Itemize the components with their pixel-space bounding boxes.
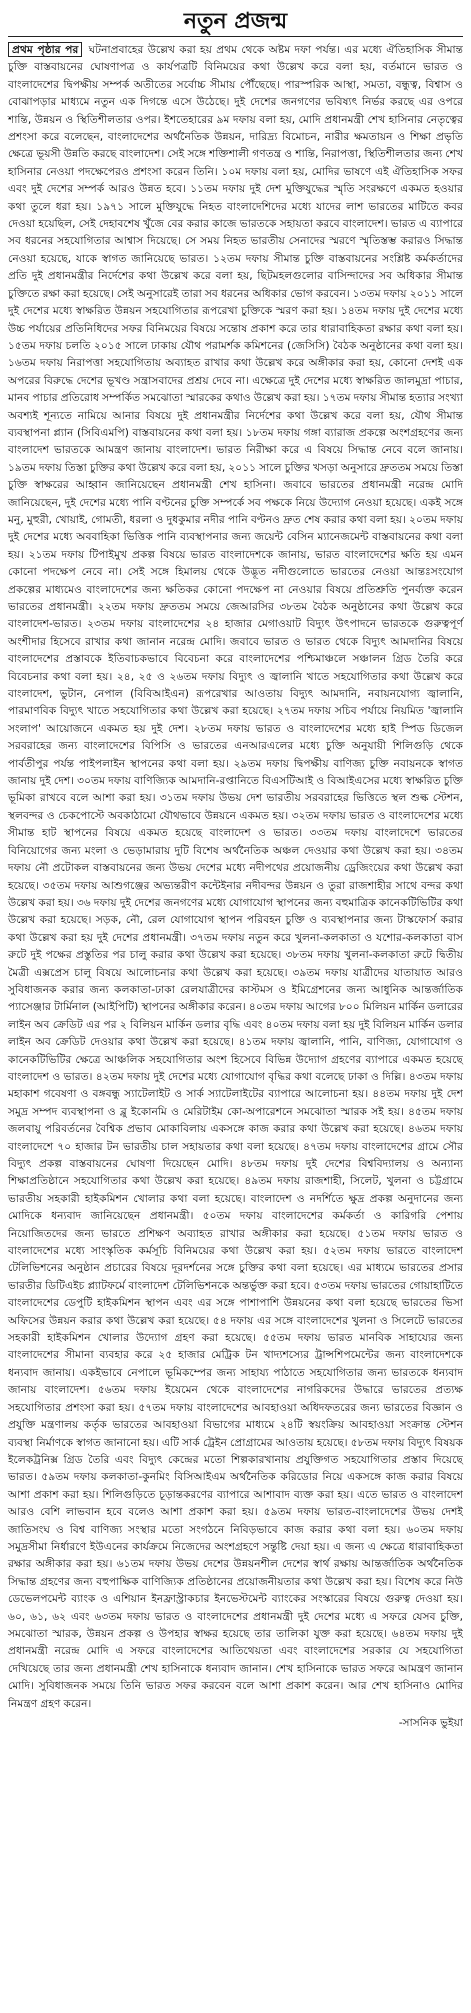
author-signature: -সাসনিক ভুইয়া [398, 1716, 463, 1729]
page-headline: নতুন প্রজন্ম [183, 8, 288, 34]
article-text: ঘটনাপ্রবাহের উল্লেখ করা হয় প্রথম থেকে অষ্টম দফা পর্যন্ত। এর মধ্যে ঐতিহাসিক সীমান্ত চুক্তি বাস্তবায়নের ঘোষণাপত্র ও কার্যপত্রটি বিনিময়ের কথা উল্লেখ করে বলা হয়, বর্তমানে ভারত ও বাংলাদেশের দ্বিপক্ষীয় সম্পর্ক অতীতের সর্বোচ্চ সীমায় পৌঁছেছে। পারস্পরিক আস্থা, সমতা, বন্ধুত্ব, বিশ্বাস ও বোঝাপড়ার মাধ্যমে নতুন এক দিগন্তে এসে উঠেছে। দুই দেশের জনগণের ভবিষ্যৎ নির্ভর করছে এর ওপরে শান্তি, উন্নয়ন ও স্থিতিশীলতার ওপর। ইশতেহারের ৯ম দফায় বলা হয়, মোদি প্রধানমন্ত্রী শেখ হাসিনার নেতৃত্বের প্রশংসা করে বলেছেন, বাংলাদেশের অর্থনৈতিক উন্নয়ন, দারিদ্র্য বিমোচন, নারীর ক্ষমতায়ন ও শিক্ষা প্রভৃতি ক্ষেত্রে ভূয়সী উন্নতি করছে বাংলাদেশ। সেই সঙ্গে শক্তিশালী গণতন্ত্র ও শান্তি, নিরাপত্তা, স্থিতিশীলতার জন্য শেখ হাসিনার নেওয়া পদক্ষেপেরও প্রশংসা করেন তিনি। ১০ম দফায় বলা হয়, মোদির ভাষণে এই ঐতিহাসিক সফর এবং দুই দেশের সম্পর্ক আরও উন্নত হবে। ১১তম দফায় দুই দেশ মুক্তিযুদ্ধের স্মৃতি সংরক্ষণে একমত হওয়ার কথা তুলে ধরা হয়। ১৯৭১ সালে মুক্তিযুদ্ধে নিহত বাংলাদেশিদের মধ্যে যাদের লাশ ভারতের মাটিতে কবর দেওয়া হয়েছিল, সেই দেহাবশেষ খুঁজে বের করার কাজে ভারতকে সহায়তা করবে বাংলাদেশ। ভারত এ ব্যাপারে সব ধরনের সহযোগিতার আশ্বাস দিয়েছে। সে সময় নিহত ভারতীয় সেনাদের স্মরণে স্মৃতিস্তম্ভ করারও সিদ্ধান্ত নেওয়া হয়েছে, যাকে স্বাগত জানিয়েছে ভারত। ১২তম দফায় সীমান্ত চুক্তি বাস্তবায়নের সংশ্লিষ্ট কর্মকর্তাদের প্রতি দুই প্রধানমন্ত্রীর নির্দেশের কথা উল্লেখ করে বলা হয়, ছিটমহলগুলোর বাসিন্দাদের সব অধিকার সীমান্ত চুক্তিতে রক্ষা করা হয়েছে। সেই অনুসারেই তারা সব ধরনের অধিকার ভোগ করবেন। ১৩তম দফায় ২০১১ সালে দুই দেশের মধ্যে স্বাক্ষরিত উন্নয়ন সহযোগিতার রূপরেখা চুক্তিকে স্মরণ করা হয়। ১৪তম দফায় দুই দেশের মধ্যে উচ্চ পর্যায়ের প্রতিনিধিদের সফর বিনিময়ের বিষয়ে সন্তোষ প্রকাশ করে তার ধারাবাহিকতা রক্ষার কথা বলা হয়। ১৫তম দফায় চলতি ২০১৫ সালে ঢাকায় যৌথ পরামর্শক কমিশনের (জেসিসি) বৈঠক অনুষ্ঠানের কথা বলা হয়। ১৬তম দফায় নিরাপত্তা সহযোগিতায় অব্যাহত রাখার কথা উল্লেখ করে অঙ্গীকার করা হয়, কোনো দেশই এক অপরের বিরুদ্ধে দেশের ভূখণ্ড সন্ত্রাসবাদের প্রশ্রয় দেবে না। এক্ষেত্রে দুই দেশের মধ্যে স্বাক্ষরিত জালমুদ্রা পাচার, মানব পাচার প্রতিরোধ সম্পর্কিত সমঝোতা স্মারকের কথাও উল্লেখ করা হয়। ১৭তম দফায় সীমান্ত হত্যার সংখ্যা অবশ্যই শূন্যতে নামিয়ে আনার বিষয়ে দুই প্রধানমন্ত্রীর নির্দেশের কথা উল্লেখ করে বলা হয়, যৌথ সীমান্ত ব্যবস্থাপনা প্ল্যান (সিবিএমপি) বাস্তবায়নের কথা বলা হয়। ১৮তম দফায় গঙ্গা ব্যারাজ প্রকল্পে অংশগ্রহণের জন্য বাংলাদেশ ভারতকে আমন্ত্রণ জানায় বাংলাদেশ। ভারত নিরীক্ষা করে এ বিষয়ে সিদ্ধান্ত নেবে বলে জানায়। ১৯তম দফায় তিস্তা চুক্তির কথা উল্লেখ করে বলা হয়, ২০১১ সালে চুক্তির খসড়া অনুসারে দ্রুততম সময়ে তিস্তা চুক্তি স্বাক্ষরের আহ্বান জানিয়েছেন প্রধানমন্ত্রী শেখ হাসিনা। জবাবে ভারতের প্রধানমন্ত্রী নরেন্দ্র মোদি জানিয়েছেন, দুই দেশের মধ্যে পানি বণ্টনের চুক্তি সম্পর্কে সব পক্ষকে নিয়ে উদ্যোগ নেওয়া হয়েছে। একই সঙ্গে মনু, মুহুরী, খোয়াই, গোমতী, ধরলা ও দুধকুমার নদীর পানি বণ্টনও দ্রুত শেষ করার কথা বলা হয়। ২০তম দফায় দুই দেশের মধ্যে অববাহিকা ভিত্তিক পানি ব্যবস্থাপনার জন্য জয়েন্ট বেসিন ম্যানেজমেন্ট বাস্তবায়নের কথা বলা হয়। ২১তম দফায় টিপাইমুখ প্রকল্প বিষয়ে ভারত বাংলাদেশকে জানায়, ভারত বাংলাদেশের ক্ষতি হয় এমন কোনো পদক্ষেপ নেবে না। সেই সঙ্গে হিমালয় থেকে উদ্ভূত নদীগুলোতে ভারতের নেওয়া আন্তঃসংযোগ প্রকল্পের মাধ্যমেও বাংলাদেশের জন্য ক্ষতিকর কোনো পদক্ষেপ না নেওয়ার বিষয়ে প্রতিশ্রুতি পুনর্ব্যক্ত করেন ভারতের প্রধানমন্ত্রী। ২২তম দফায় দ্রুততম সময়ে জেআরসির ৩৮তম বৈঠক অনুষ্ঠানের কথা উল্লেখ করে বাংলাদেশ-ভারত। ২৩তম দফায় বাংলাদেশের ২৪ হাজার মেগাওয়াট বিদ্যুৎ উৎপাদনে ভারতকে গুরুত্বপূর্ণ অংশীদার হিসেবে রাখার কথা জানান নরেন্দ্র মোদি। জবাবে ভারত ও ভারত থেকে বিদ্যুৎ আমদানির বিষয়ে বাংলাদেশের প্রস্তাবকে ইতিবাচকভাবে বিবেচনা করে বাংলাদেশের পশ্চিমাঞ্চলে সঞ্চালন গ্রিড তৈরি করে বিবেচনার কথা বলা হয়। ২৪, ২৫ ও ২৬তম দফায় বিদ্যুৎ ও জ্বালানি খাতে সহযোগিতার কথা উল্লেখ করে বাংলাদেশ, ভুটান, নেপাল (বিবিআইএন) রূপরেখার আওতায় বিদ্যুৎ আমদানি, নবায়নযোগ্য জ্বালানি, পারমাণবিক বিদ্যুৎ খাতে সহযোগিতার কথা উল্লেখ করা হয়েছে। ২৭তম দফায় সচিব পর্যায়ে নিয়মিত 'জ্বালানি সংলাপ' আয়োজনে একমত হয় দুই দেশ। ২৮তম দফায় ভারত ও বাংলাদেশের মধ্যে হাই স্পিড ডিজেল সরবরাহের জন্য বাংলাদেশের বিপিসি ও ভারতের এনআরএলের মধ্যে চুক্তি অনুযায়ী শিলিগুড়ি থেকে পার্বতীপুর পর্যন্ত পাইপলাইন স্থাপনের কথা বলা হয়। ২৯তম দফায় দ্বিপক্ষীয় বাণিজ্য চুক্তি নবায়নকে স্বাগত জানায় দুই দেশ। ৩০তম দফায় বাণিজ্যিক আমদানি-রপ্তানিতে বিএসটিআই ও বিআইএসের মধ্যে স্বাক্ষরিত চুক্তি ভূমিকা রাখবে বলে আশা করা হয়। ৩১তম দফায় উভয় দেশ ভারতীয় সরবরাহের ভিত্তিতে স্থল শুল্ক স্টেশন, স্থলবন্দর ও চেকপোস্টে অবকাঠামো যৌথভাবে উন্নয়নে একমত হয়। ৩২তম দফায় ভারত ও বাংলাদেশের মধ্যে সীমান্ত হাট স্থাপনের বিষয়ে একমত হয়েছে বাংলাদেশ ও ভারত। ৩৩তম দফায় বাংলাদেশে ভারতের বিনিয়োগের জন্য মংলা ও ভেড়ামারায় দুটি বিশেষ অর্থনৈতিক অঞ্চল দেওয়ার কথা উল্লেখ করা হয়। ৩৪তম দফায় নৌ প্রটোকল বাস্তবায়নের জন্য উভয় দেশের মধ্যে নদীপথের প্রয়োজনীয় ড্রেজিংয়ের কথা উল্লেখ করা হয়েছে। ৩৫তম দফায় আশুগঞ্জের অভ্যন্তরীণ কন্টেইনার নদীবন্দর উন্নয়ন ও তুরা রাজশাহীর সাথে বন্দর কথা উল্লেখ করা হয়। ৩৬ দফায় দুই দেশের জনগণের মধ্যে যোগাযোগ স্থাপনের জন্য বহুমাত্রিক কানেকটিভিটির কথা উল্লেখ করা হয়েছে। সড়ক, নৌ, রেল যোগাযোগ স্থাপন পরিবহন চুক্তি ও ব্যবস্থাপনার জন্য টাস্কফোর্স করার কথা উল্লেখ করা হয় দুই দেশের প্রধানমন্ত্রী। ৩৭তম দফায় নতুন করে খুলনা-কলকাতা ও যশোর-কলকাতা বাস রুটে দুই পক্ষের প্রস্তুতির পর চালু করার কথা উল্লেখ করা হয়েছে। ৩৮তম দফায় খুলনা-কলকাতা রুটে দ্বিতীয় মৈত্রী এক্সপ্রেস চালু বিষয়ে আলোচনার কথা উল্লেখ করা হয়েছে। ৩৯তম দফায় যাত্রীদের যাতায়াত আরও সুবিধাজনক করার জন্য কলকাতা-ঢাকা রেলযাত্রীদের কাস্টমস ও ইমিগ্রেশনের জন্য আধুনিক আন্তর্জাতিক প্যাসেঞ্জার টার্মিনাল (আইপিটি) স্থাপনের অঙ্গীকার করেন। ৪০তম দফায় আগের ৮০০ মিলিয়ন মার্কিন ডলারের লাইন অব ক্রেডিট এর পর ২ বিলিয়ন মার্কিন ডলার বৃদ্ধি এবং ৪০তম দফায় বলা হয় দুই বিলিয়ন মার্কিন ডলার লাইন অব ক্রেডিট দেওয়ার কথা উল্লেখ করা হয়েছে। ৪১তম দফায় জ্বালানি, পানি, বাণিজ্য, যোগাযোগ ও কানেকটিভিটির ক্ষেত্রে আঞ্চলিক সহযোগিতার অংশ হিসেবে বিভিন্ন উদ্যোগ গ্রহণের ব্যাপারে একমত হয়েছে বাংলাদেশ ও ভারত। ৪২তম দফায় দুই দেশের মধ্যে যোগাযোগ বৃদ্ধির কথা বলেছে ঢাকা ও দিল্লি। ৪৩তম দফায় মহাকাশ গবেষণা ও বঙ্গবন্ধু স্যাটেলাইট ও সার্ক স্যাটেলাইটের ব্যাপারে আলোচনা হয়। ৪৪তম দফায় দুই দেশ সমুদ্র সম্পদ ব্যবস্থাপনা ও ব্লু ইকোনমি ও মেরিটাইম কো-অপারেশনে সমঝোতা স্মারক সই হয়। ৪৫তম দফায় জলবায়ু পরিবর্তনের বৈশ্বিক প্রভাব মোকাবিলায় একসঙ্গে কাজ করার কথা উল্লেখ করা হয়েছে। ৪৬তম দফায় বাংলাদেশে ৭০ হাজার টন ভারতীয় চাল সহায়তার কথা বলা হয়েছে। ৪৭তম দফায় বাংলাদেশের গ্রামে সৌর বিদ্যুৎ প্রকল্প বাস্তবায়নের ঘোষণা দিয়েছেন মোদি। ৪৮তম দফায় দুই দেশের বিশ্ববিদ্যালয় ও অন্যান্য শিক্ষাপ্রতিষ্ঠানে সহযোগিতার কথা উল্লেখ করা হয়েছে। ৪৯তম দফায় রাজশাহী, সিলেট, খুলনা ও চট্টগ্রামে ভারতীয় সহকারী হাইকমিশন খোলার কথা বলা হয়েছে। বাংলাদেশ ও নদর্শিতে ক্ষুদ্র প্রকল্প অনুদানের জন্য মোদিকে ধন্যবাদ জানিয়েছেন প্রধানমন্ত্রী। ৫০তম দফায় বাংলাদেশের কর্মকর্তা ও কারিগরি পেশায় নিয়োজিতদের জন্য ভারতে প্রশিক্ষণ অব্যাহত রাখার অঙ্গীকার করা হয়েছে। ৫১তম দফায় ভারত ও বাংলাদেশের মধ্যে সাংস্কৃতিক কর্মসূচি বিনিময়ের কথা উল্লেখ করা হয়। ৫২তম দফায় ভারতে বাংলাদেশ টেলিভিশনের অনুষ্ঠান প্রচারের বিষয়ে দূরদর্শনের সঙ্গে চুক্তির কথা বলা হয়েছে। এর মাধ্যমে ভারতের প্রসার ভারতীর ডিটিএইচ প্ল্যাটফর্মে বাংলাদেশ টেলিভিশনকে অন্তর্ভুক্ত করা হবে। ৫৩তম দফায় ভারতের গোয়াহাটিতে বাংলাদেশের ডেপুটি হাইকমিশন স্থাপন এবং এর সঙ্গে পাশাপাশি উন্নয়নের কথা বলা হয়েছে ভারতের ভিসা অফিসের উন্নয়ন করার কথা উল্লেখ করা হয়েছে। ৫৪ দফায় এর সঙ্গে বাংলাদেশের খুলনা ও সিলেটে ভারতের সহকারী হাইকমিশন খোলার উদ্যোগ গ্রহণ করা হয়েছে। ৫৫তম দফায় ভারত মানবিক সাহায্যের জন্য বাংলাদেশের সীমানা ব্যবহার করে ২৫ হাজার মেট্রিক টন খাদ্যশস্যের ট্রান্সশিপমেন্টের জন্য বাংলাদেশকে ধন্যবাদ জানায়। একইভাবে নেপালে ভূমিকম্পের জন্য সাহায্য পাঠাতে সহযোগিতার জন্য ভারতকে ধন্যবাদ জানায় বাংলাদেশ। ৫৬তম দফায় ইয়েমেন থেকে বাংলাদেশের নাগরিকদের উদ্ধারে ভারতের প্রত্যক্ষ সহযোগিতার প্রশংসা করা হয়। ৫৭তম দফায় বাংলাদেশের আবহাওয়া অধিদফতরের জন্য ভারতের বিজ্ঞান ও প্রযুক্তি মন্ত্রণালয় কর্তৃক ভারতের আবহাওয়া বিভাগের মাধ্যমে ২৪টি স্বয়ংক্রিয় আবহাওয়া সংক্রান্ত স্টেশন ব্যবস্থা নির্মাণকে স্বাগত জানানো হয়। এটি সার্ক ট্রেইন প্রোগ্রামের আওতায় হয়েছে। ৫৮তম দফায় বিদ্যুৎ বিষয়ক ইলেকট্রনিক্স গ্রিড তৈরি এবং বিদ্যুৎ কেন্দ্রের মতো শিল্পকারখানায় প্রযুক্তিগত সহযোগিতার প্রস্তাব দিয়েছে ভারত। ৫৯তম দফায় কলকাতা-কুনমিং বিসিআইএম অর্থনৈতিক করিডোর নিয়ে একসঙ্গে কাজ করার বিষয়ে আশা প্রকাশ করা হয়। শিলিগুড়িতে চূড়ান্তকরণের ব্যাপারে আশাবাদ ব্যক্ত করা হয়। এতে ভারত ও বাংলাদেশ আরও বেশি লাভবান হবে বলেও আশা প্রকাশ করা হয়। ৫৯তম দফায় ভারত-বাংলাদেশের উভয় দেশই জাতিসংঘ ও বিশ্ব বাণিজ্য সংস্থার মতো সংগঠনে নিবিড়ভাবে কাজ করার কথা বলা হয়। ৬০তম দফায় সমুদ্রসীমা নির্ধারণে ইউএনের কার্যক্রমে নিজেদের অংশগ্রহণে সন্তুষ্টি দেয়া হয়। এ জন্য এ ক্ষেত্রে ধারাবাহিকতা রক্ষার অঙ্গীকার করা হয়। ৬১তম দফায় উভয় দেশের উন্নয়নশীল দেশের স্বার্থ রক্ষায় আন্তর্জাতিক অর্থনৈতিক সিদ্ধান্ত গ্রহণের জন্য বহুপাক্ষিক বাণিজ্যিক প্রতিষ্ঠানের প্রয়োজনীয়তার কথা উল্লেখ করা হয়। বিশেষ করে নিউ ডেভেলপমেন্ট ব্যাংক ও এশিয়ান ইনফ্রাস্ট্রাকচার ইনভেস্টমেন্ট ব্যাংকের সংস্কারের বিষয়ে গুরুত্ব দেওয়া হয়। ৬০, ৬১, ৬২ এবং ৬৩তম দফায় ভারত ও বাংলাদেশের প্রধানমন্ত্রী দুই দেশের মধ্যে এ সফরে যেসব চুক্তি, সমঝোতা স্মারক, উন্নয়ন প্রকল্প ও উপহার স্বাক্ষর হয়েছে তার তালিকা যুক্ত করা হয়েছে। ৬৪তম দফায় দুই প্রধানমন্ত্রী নরেন্দ্র মোদি এ সফরে বাংলাদেশের আতিথেয়তা এবং বাংলাদেশের সরকার যে সহযোগিতা দেখিয়েছে তার জন্য প্রধানমন্ত্রী শেখ হাসিনাকে ধন্যবাদ জানান। শেখ হাসিনাকে ভারত সফরে আমন্ত্রণ জানান মোদি। সুবিধাজনক সময়ে তিনি ভারত সফর করবেন বলে আশা প্রকাশ করেন। আর শেখ হাসিনাও মোদির নিমন্ত্রণ গ্রহণ করেন। [8, 43, 463, 1710]
continuation-kicker: প্রথম পৃষ্ঠার পর [8, 42, 82, 57]
headline-rule [8, 36, 463, 37]
article-body [8, 41, 463, 1712]
